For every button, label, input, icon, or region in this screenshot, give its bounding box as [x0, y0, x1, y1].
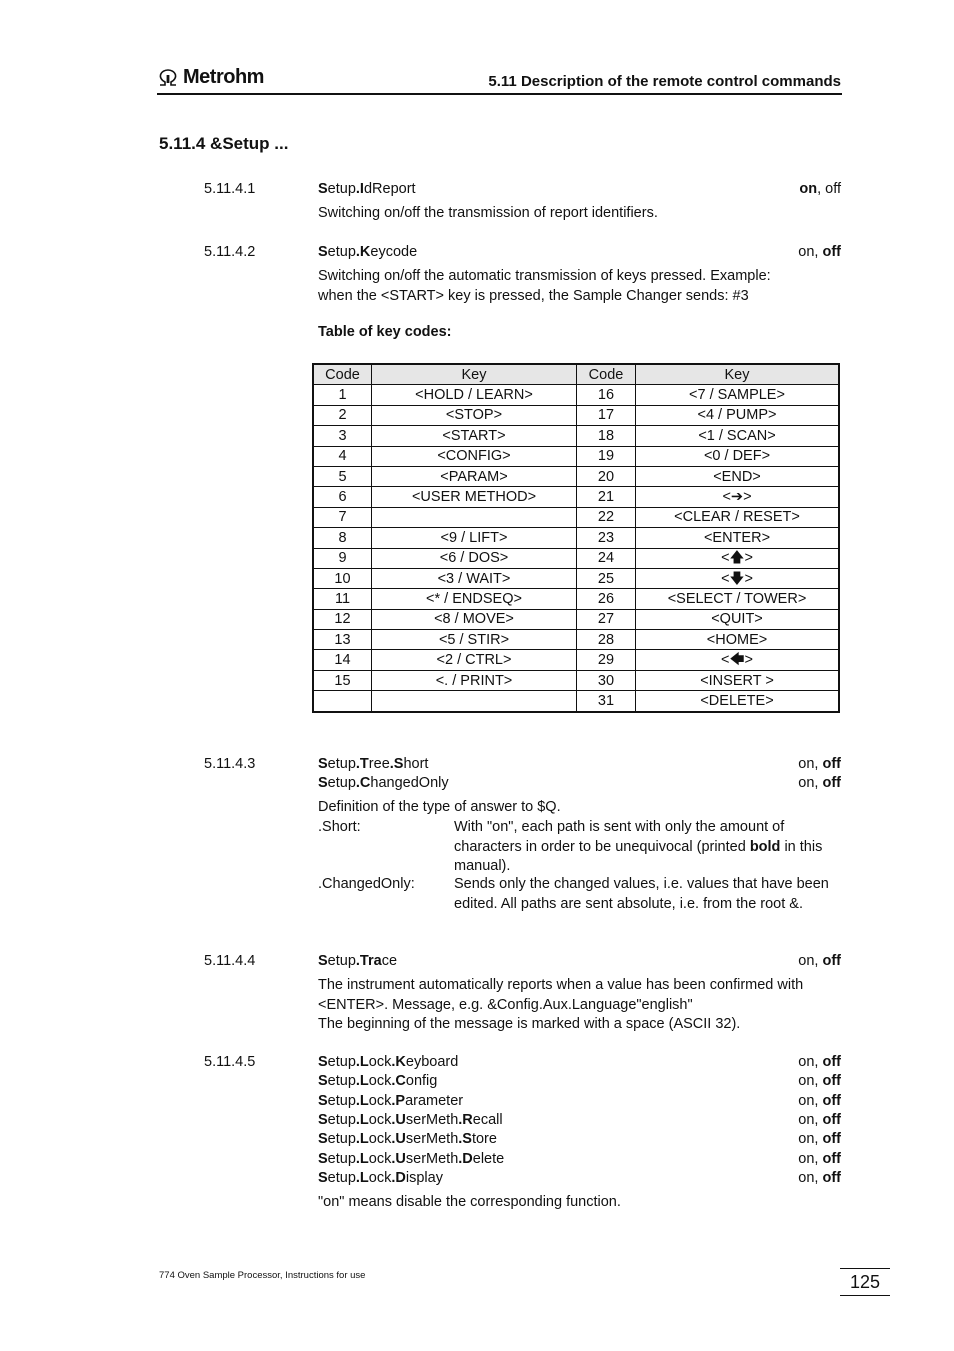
command-values: on, off	[798, 775, 841, 791]
table-cell: 16	[577, 385, 636, 405]
table-cell: <1 / SCAN>	[636, 426, 840, 446]
table-cell: 22	[577, 507, 636, 527]
command-name: Setup.Lock.Keyboard	[318, 1054, 459, 1070]
table-cell: 5	[313, 466, 372, 486]
command-values: on, off	[798, 1073, 841, 1090]
table-cell: <6 / DOS>	[372, 548, 577, 568]
table-cell: <0 / DEF>	[636, 446, 840, 466]
table-cell: <INSERT >	[636, 670, 840, 690]
definition-list	[318, 818, 843, 938]
table-cell: <ENTER>	[636, 528, 840, 548]
table-row	[313, 630, 839, 650]
definition-term: .ChangedOnly:	[318, 876, 415, 892]
table-heading: Table of key codes:	[318, 324, 452, 340]
table-cell: 7	[313, 507, 372, 527]
table-cell: <8 / MOVE>	[372, 609, 577, 629]
table-cell: <END>	[636, 466, 840, 486]
item-number: 5.11.4.2	[204, 244, 256, 260]
table-row	[313, 426, 839, 446]
table-cell: 10	[313, 568, 372, 588]
command-values: on, off	[798, 1150, 841, 1167]
table-cell: 28	[577, 630, 636, 650]
table-cell	[313, 691, 372, 712]
table-cell: <9 / LIFT>	[372, 528, 577, 548]
command-name: Setup.Tree.Short	[318, 756, 429, 772]
table-cell: 8	[313, 528, 372, 548]
table-cell: <🡅>	[636, 548, 840, 568]
table-cell: <5 / STIR>	[372, 630, 577, 650]
command-values: on, off	[798, 756, 841, 772]
table-cell	[372, 691, 577, 712]
table-cell: <🡇>	[636, 568, 840, 588]
table-cell: 18	[577, 426, 636, 446]
table-cell: 17	[577, 405, 636, 425]
table-cell: 21	[577, 487, 636, 507]
table-row	[313, 507, 839, 527]
table-row	[313, 487, 839, 507]
definition-description: Sends only the changed values, i.e. values that have been edited. All paths are sent absolute, i.e. from the root &.	[454, 876, 829, 912]
table-cell: <➔>	[636, 487, 840, 507]
command-name: Setup.ChangedOnly	[318, 775, 449, 791]
brand-logo	[157, 66, 264, 89]
command-name: Setup.Trace	[318, 953, 398, 969]
table-cell: 11	[313, 589, 372, 609]
table-cell: 4	[313, 446, 372, 466]
command-values: on, off	[798, 953, 841, 969]
table-cell: <PARAM>	[372, 466, 577, 486]
table-cell: 15	[313, 670, 372, 690]
footer-doc-title: 774 Oven Sample Processor, Instructions for use	[159, 1270, 366, 1281]
table-cell: <SELECT / TOWER>	[636, 589, 840, 609]
table-cell: 29	[577, 650, 636, 670]
table-row	[313, 568, 839, 588]
table-row	[313, 405, 839, 425]
table-row	[313, 670, 839, 690]
command-values: on, off	[799, 181, 841, 197]
table-cell	[372, 507, 577, 527]
table-cell: 3	[313, 426, 372, 446]
column-header: Code	[577, 364, 636, 385]
table-cell: <2 / CTRL>	[372, 650, 577, 670]
table-cell: <USER METHOD>	[372, 487, 577, 507]
command-name: Setup.Lock.UserMeth.Delete	[318, 1150, 505, 1167]
table-row	[313, 691, 839, 712]
command-values: on, off	[798, 1131, 841, 1148]
table-cell: 30	[577, 670, 636, 690]
command-name: Setup.Keycode	[318, 244, 418, 260]
command-name: Setup.Lock.UserMeth.Recall	[318, 1111, 503, 1128]
command-name: Setup.IdReport	[318, 181, 416, 197]
table-cell: <HOME>	[636, 630, 840, 650]
description-line: when the <START> key is pressed, the Sample Changer sends: #3	[318, 287, 749, 304]
column-header: Code	[313, 364, 372, 385]
omega-logo-icon	[157, 69, 179, 87]
item-note: "on" means disable the corresponding function.	[318, 1194, 621, 1210]
table-cell: <* / ENDSEQ>	[372, 589, 577, 609]
header-divider	[157, 93, 842, 95]
table-cell: 2	[313, 405, 372, 425]
table-cell: 1	[313, 385, 372, 405]
table-cell: 27	[577, 609, 636, 629]
command-name: Setup.Lock.Config	[318, 1073, 438, 1090]
table-header-row	[313, 364, 839, 385]
table-cell: <. / PRINT>	[372, 670, 577, 690]
table-cell: <4 / PUMP>	[636, 405, 840, 425]
description-line: The instrument automatically reports when a value has been confirmed with	[318, 977, 804, 993]
command-values: on, off	[798, 1054, 841, 1070]
table-cell: 13	[313, 630, 372, 650]
definition-term: .Short:	[318, 819, 361, 835]
table-cell: <START>	[372, 426, 577, 446]
command-values: on, off	[798, 244, 841, 260]
table-cell: 31	[577, 691, 636, 712]
table-cell: <DELETE>	[636, 691, 840, 712]
table-row	[313, 528, 839, 548]
table-cell: 24	[577, 548, 636, 568]
table-cell: <🡄>	[636, 650, 840, 670]
table-cell: 9	[313, 548, 372, 568]
key-codes-table	[312, 363, 840, 713]
table-cell: 19	[577, 446, 636, 466]
item-number: 5.11.4.1	[204, 181, 256, 197]
command-name: Setup.Lock.Parameter	[318, 1092, 464, 1109]
table-cell: <HOLD / LEARN>	[372, 385, 577, 405]
page-number: 125	[840, 1268, 890, 1296]
table-row	[313, 466, 839, 486]
table-cell: 26	[577, 589, 636, 609]
command-name: Setup.Lock.Display	[318, 1169, 443, 1186]
item-description: Definition of the type of answer to $Q.	[318, 799, 561, 815]
header-section-title: 5.11 Description of the remote control commands	[488, 73, 841, 90]
table-row	[313, 385, 839, 405]
table-cell: 23	[577, 528, 636, 548]
table-row	[313, 446, 839, 466]
table-cell: 6	[313, 487, 372, 507]
item-number: 5.11.4.3	[204, 756, 256, 772]
description-line: Switching on/off the automatic transmission of keys pressed. Example:	[318, 268, 771, 284]
table-cell: 25	[577, 568, 636, 588]
definition-description: With "on", each path is sent with only the amount of characters in order to be unequivocal (printed bold in this manual).	[454, 819, 823, 874]
table-cell: 20	[577, 466, 636, 486]
item-number: 5.11.4.4	[204, 953, 256, 969]
table-cell: <CLEAR / RESET>	[636, 507, 840, 527]
table-cell: <3 / WAIT>	[372, 568, 577, 588]
column-header: Key	[372, 364, 577, 385]
item-description: Switching on/off the transmission of report identifiers.	[318, 205, 658, 221]
table-row	[313, 650, 839, 670]
description-line: <ENTER>. Message, e.g. &Config.Aux.Language"english"	[318, 996, 693, 1013]
table-row	[313, 548, 839, 568]
command-values: on, off	[798, 1169, 841, 1186]
table-cell: <QUIT>	[636, 609, 840, 629]
item-description	[318, 976, 843, 1035]
item-description	[318, 267, 843, 306]
command-name: Setup.Lock.UserMeth.Store	[318, 1131, 497, 1148]
table-row	[313, 589, 839, 609]
command-values: on, off	[798, 1111, 841, 1128]
table-cell: <STOP>	[372, 405, 577, 425]
brand-name: Metrohm	[183, 66, 264, 88]
table-cell: <7 / SAMPLE>	[636, 385, 840, 405]
table-cell: 12	[313, 609, 372, 629]
description-line: The beginning of the message is marked with a space (ASCII 32).	[318, 1016, 741, 1032]
section-title: 5.11.4 &Setup ...	[159, 134, 289, 153]
command-values: on, off	[798, 1092, 841, 1109]
column-header: Key	[636, 364, 840, 385]
table-row	[313, 609, 839, 629]
item-number: 5.11.4.5	[204, 1054, 256, 1070]
table-cell: 14	[313, 650, 372, 670]
table-cell: <CONFIG>	[372, 446, 577, 466]
